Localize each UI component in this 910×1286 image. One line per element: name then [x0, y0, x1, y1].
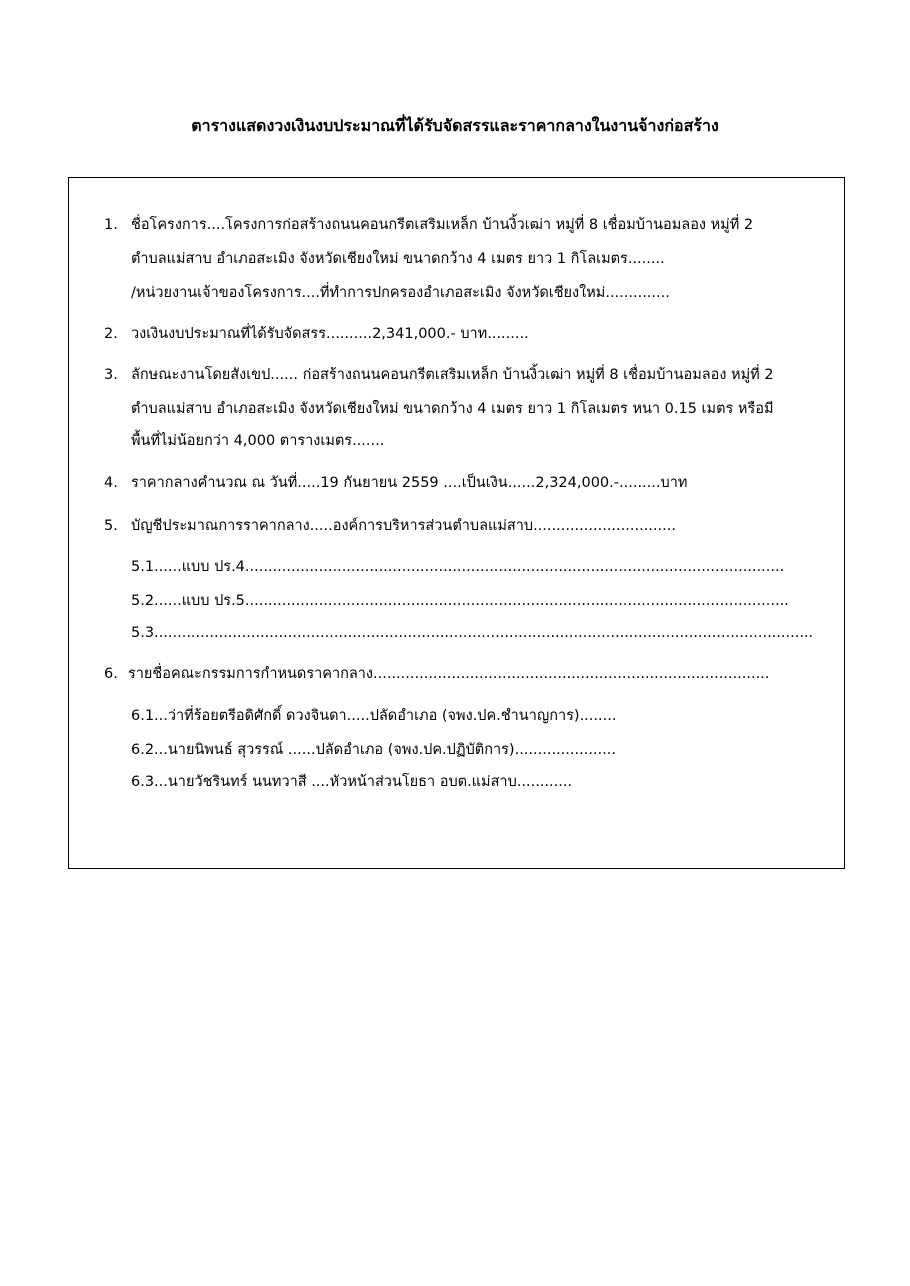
subitem-6-2: 6.2...นายนิพนธ์ สุวรรณ์ ......ปลัดอำเภอ (จพง.ปค.ปฏิบัติการ)...................... — [131, 742, 616, 758]
page-title: ตารางแสดงวงเงินงบประมาณที่ได้รับจัดสรรและราคากลางในงานจ้างก่อสร้าง — [191, 116, 719, 135]
item-1-line-3: /หน่วยงานเจ้าของโครงการ....ที่ทำการปกครองอำเภอสะเมิง จังหวัดเชียงใหม่.............. — [131, 285, 670, 301]
item-5-number: 5. — [104, 518, 118, 534]
item-6-line-1: รายชื่อคณะกรรมการกำหนดราคากลาง...................................................................................... — [128, 666, 770, 682]
item-1-line-1: ชื่อโครงการ....โครงการก่อสร้างถนนคอนกรีตเสริมเหล็ก บ้านงิ้วเฒ่า หมู่ที่ 8 เชื่อมบ้านอมลอง หมู่ที่ 2 — [131, 217, 754, 233]
subitem-5-1: 5.1......แบบ ปร.4..................................................................................................................... — [131, 559, 785, 575]
item-3-line-3: พื้นที่ไม่น้อยกว่า 4,000 ตารางเมตร....... — [131, 433, 385, 449]
item-2-number: 2. — [104, 326, 118, 342]
item-1-number: 1. — [104, 217, 118, 233]
item-3-line-2: ตำบลแม่สาบ อำเภอสะเมิง จังหวัดเชียงใหม่ ขนาดกว้าง 4 เมตร ยาว 1 กิโลเมตร หนา 0.15 เมตร หรือมี — [131, 401, 774, 417]
item-6-number: 6. — [104, 666, 118, 682]
item-4-line-1: ราคากลางคำนวณ ณ วันที่.....19 กันยายน 2559 ....เป็นเงิน......2,324,000.-.........บาท — [131, 475, 688, 491]
item-3-line-1: ลักษณะงานโดยสังเขป...... ก่อสร้างถนนคอนกรีตเสริมเหล็ก บ้านงิ้วเฒ่า หมู่ที่ 8 เชื่อมบ้านอมลอง หมู่ที่ 2 — [131, 367, 774, 383]
subitem-6-1: 6.1...ว่าที่ร้อยตรีอดิศักดิ์ ดวงจินดา.....ปลัดอำเภอ (จพง.ปค.ชำนาญการ)........ — [131, 708, 617, 724]
item-4-number: 4. — [104, 475, 118, 491]
subitem-6-3: 6.3...นายวัชรินทร์ นนทวาสี ....หัวหน้าส่วนโยธา อบต.แม่สาบ............ — [131, 774, 573, 790]
subitem-5-3: 5.3............................................................................................................................................... — [131, 625, 814, 641]
item-1-line-2: ตำบลแม่สาบ อำเภอสะเมิง จังหวัดเชียงใหม่ ขนาดกว้าง 4 เมตร ยาว 1 กิโลเมตร........ — [131, 251, 665, 267]
item-3-number: 3. — [104, 367, 118, 383]
subitem-5-2: 5.2......แบบ ปร.5...................................................................................................................... — [131, 593, 789, 609]
item-2-line-1: วงเงินงบประมาณที่ได้รับจัดสรร..........2,341,000.- บาท......... — [131, 326, 529, 342]
item-5-line-1: บัญชีประมาณการราคากลาง.....องค์การบริหารส่วนตำบลแม่สาบ............................... — [131, 518, 676, 534]
